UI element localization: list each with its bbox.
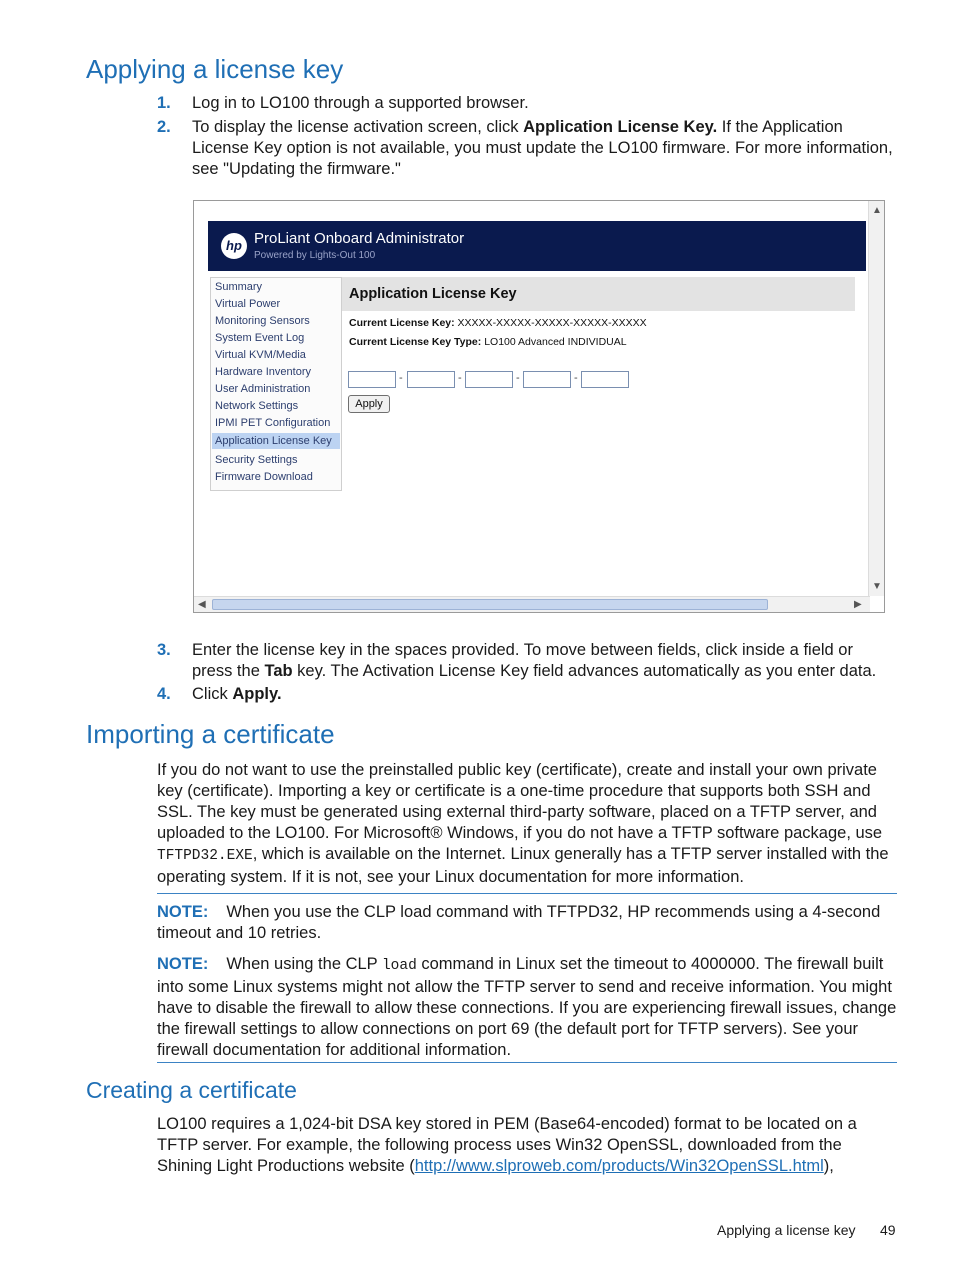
license-key-field-2[interactable] bbox=[407, 371, 455, 388]
key-separator: - bbox=[458, 372, 462, 384]
field-value: LO100 Advanced INDIVIDUAL bbox=[484, 336, 627, 348]
scroll-up-icon[interactable]: ▲ bbox=[872, 205, 882, 216]
creating-paragraph bbox=[157, 1114, 897, 1177]
ui-term: Tab bbox=[264, 662, 293, 680]
key-separator: - bbox=[399, 372, 403, 384]
license-key-field-1[interactable] bbox=[348, 371, 396, 388]
note-2 bbox=[157, 954, 897, 1061]
nav-item-virtual-power[interactable]: Virtual Power bbox=[215, 298, 281, 310]
section-title-importing-certificate: Importing a certificate bbox=[86, 719, 335, 749]
field-value: XXXXX-XXXXX-XXXXX-XXXXX-XXXXX bbox=[457, 317, 647, 329]
ui-term: Apply. bbox=[232, 685, 282, 703]
footer-section-name: Applying a license key bbox=[717, 1222, 856, 1238]
nav-item-security-settings[interactable]: Security Settings bbox=[215, 454, 298, 466]
nav-item-summary[interactable]: Summary bbox=[215, 281, 263, 293]
nav-item-firmware-download[interactable]: Firmware Download bbox=[215, 471, 313, 483]
step-4 bbox=[157, 684, 897, 705]
apply-button[interactable]: Apply bbox=[348, 395, 390, 413]
step-2 bbox=[157, 117, 897, 180]
code-term: TFTPD32.EXE bbox=[157, 848, 253, 864]
step-3 bbox=[157, 640, 897, 682]
note-text: command in Linux set the timeout to 4000000. The firewall built into some Linux systems might not allow the TFTP server to send and receive information. You might have to disable the firewall to allow these connections. If you are experiencing firewall issues, change the firewall settings to allow connections on port 69 (the default port for TFTP servers). See your firewall documentation for additional information. bbox=[157, 955, 897, 1059]
text-run: If you do not want to use the preinstalled public key (certificate), create and install your own private key (certificate). Importing a key or certificate is a one-time procedure that supports both SSH and SSL. The key must be generated using external third-party software, placed on a TFTP server, and uploaded to the LO100. For Microsoft® Windows, if you do not have a TFTP software package, use bbox=[157, 761, 883, 842]
hp-logo-icon: hp bbox=[221, 233, 247, 259]
note-divider-bottom bbox=[157, 1062, 897, 1063]
nav-item-hardware-inventory[interactable]: Hardware Inventory bbox=[215, 366, 311, 378]
step-number: 1. bbox=[157, 94, 171, 112]
step-number: 2. bbox=[157, 118, 171, 136]
text-run: If the Application License Key option is not available, you must update the LO100 firmware. For more information, see "Updating the firmware." bbox=[192, 118, 893, 178]
note-text: When using the CLP bbox=[226, 955, 382, 973]
text-run: ), bbox=[823, 1157, 834, 1175]
nav-item-application-license-key[interactable]: Application License Key bbox=[212, 433, 340, 449]
step-text bbox=[192, 117, 897, 180]
note-label: NOTE: bbox=[157, 955, 209, 973]
text-run: key. The Activation License Key field advances automatically as you enter data. bbox=[292, 662, 877, 680]
page-title: Application License Key bbox=[342, 277, 855, 311]
code-term: load bbox=[381, 958, 417, 974]
nav-item-monitoring-sensors[interactable]: Monitoring Sensors bbox=[215, 315, 310, 327]
nav-menu bbox=[210, 277, 342, 491]
note-text: When you use the CLP load command with TFTPD32, HP recommends using a 4-second timeout and 10 retries. bbox=[157, 903, 881, 942]
key-separator: - bbox=[516, 372, 520, 384]
ui-term: Application License Key. bbox=[523, 118, 718, 136]
scroll-right-icon[interactable]: ▶ bbox=[854, 599, 862, 610]
app-banner bbox=[208, 221, 866, 271]
openssl-download-link[interactable]: http://www.slproweb.com/products/Win32OpenSSL.html bbox=[414, 1157, 824, 1175]
app-subtitle: Powered by Lights-Out 100 bbox=[254, 250, 376, 261]
nav-item-network-settings[interactable]: Network Settings bbox=[215, 400, 299, 412]
scroll-thumb[interactable] bbox=[212, 599, 768, 610]
section-title-applying-license-key: Applying a license key bbox=[86, 54, 344, 84]
scroll-down-icon[interactable]: ▼ bbox=[872, 581, 882, 592]
text-run: To display the license activation screen, click bbox=[192, 118, 524, 136]
license-key-screenshot bbox=[193, 200, 885, 613]
text-run: Enter the license key in the spaces provided. To move between fields, click inside a field or press the bbox=[192, 641, 853, 680]
step-text: Log in to LO100 through a supported browser. bbox=[192, 94, 529, 112]
nav-item-ipmi-pet-configuration[interactable]: IPMI PET Configuration bbox=[215, 417, 331, 429]
nav-item-virtual-kvm-media[interactable]: Virtual KVM/Media bbox=[215, 349, 306, 361]
note-divider-top bbox=[157, 893, 897, 894]
step-text bbox=[192, 640, 897, 682]
current-license-key-type bbox=[349, 336, 627, 348]
importing-paragraph bbox=[157, 760, 897, 888]
field-label: Current License Key: bbox=[349, 317, 455, 329]
text-run: , which is available on the Internet. Linux generally has a TFTP server installed with the operating system. If it is not, see your Linux documentation for more information. bbox=[157, 845, 889, 886]
current-license-key bbox=[349, 317, 647, 329]
field-label: Current License Key Type: bbox=[349, 336, 482, 348]
step-text bbox=[192, 684, 897, 705]
app-title: ProLiant Onboard Administrator bbox=[254, 230, 465, 247]
key-separator: - bbox=[574, 372, 578, 384]
vertical-scrollbar[interactable] bbox=[868, 201, 884, 596]
page-number: 49 bbox=[880, 1222, 896, 1238]
nav-item-system-event-log[interactable]: System Event Log bbox=[215, 332, 305, 344]
license-key-field-3[interactable] bbox=[465, 371, 513, 388]
section-title-creating-certificate: Creating a certificate bbox=[86, 1077, 297, 1103]
horizontal-scrollbar[interactable] bbox=[194, 596, 870, 612]
nav-item-user-administration[interactable]: User Administration bbox=[215, 383, 311, 395]
text-run: Click bbox=[192, 685, 233, 703]
step-number: 4. bbox=[157, 685, 171, 703]
scroll-left-icon[interactable]: ◀ bbox=[198, 599, 206, 610]
note-label: NOTE: bbox=[157, 903, 209, 921]
license-key-field-4[interactable] bbox=[523, 371, 571, 388]
note-1 bbox=[157, 902, 897, 944]
text-run: LO100 requires a 1,024-bit DSA key stored in PEM (Base64-encoded) format to be located on a TFTP server. For example, the following process uses Win32 OpenSSL, downloaded from the Shining Light Productions website ( bbox=[157, 1115, 857, 1175]
step-1 bbox=[157, 93, 897, 114]
step-number: 3. bbox=[157, 641, 171, 659]
license-key-field-5[interactable] bbox=[581, 371, 629, 388]
